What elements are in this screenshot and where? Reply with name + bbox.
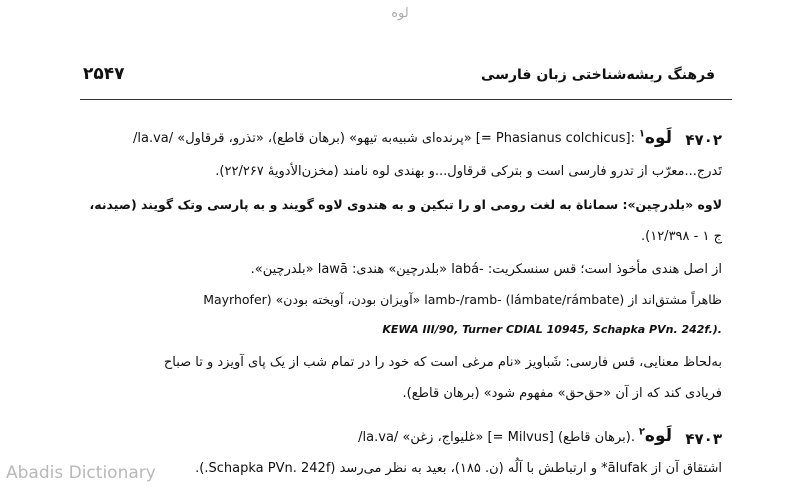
entry-line: لاوه «بلدرچین»: سماناة به لغت رومی او را تبکین و به هندوی لاوه گویند و به پارسی وتک گویند (صیدنه، (89, 197, 722, 212)
entry-line: اشتقاق آن از ālufak* و ارتباطش با آلُه (ن. ۱۸۵)، بعید به نظر می‌رسد (Schapka PVn. 242f.). (195, 461, 722, 476)
entry-number: ۴۷۰۲ (685, 131, 722, 149)
entry-number: ۴۷۰۳ (685, 430, 722, 448)
entry-line: تَدرج...معرّب از تدرو فارسی است و بترکی قرقاول...و بهندی لوه نامند (مخزن‌الأدویهٔ ۲۲/۲۶۷). (215, 164, 722, 179)
entry-line: فریادی کند که از آن «حق‌حق» مفهوم شود» (برهان قاطع). (402, 386, 722, 401)
entry-line: /la.va/ «پرنده‌ای شبیه‌به تیهو» (برهان قاطع)، «تذرو، قرقاول» [= Phasianus colchicus]: (132, 131, 635, 146)
headword-superscript: ۱ (638, 128, 645, 140)
headword-text: لَوه (644, 426, 672, 446)
entry-line: به‌لحاظ معنایی، قس فارسی: شَباویز «نام مرغی است که خود را در تمام شب از یک پای آویزد و تا صباح (163, 355, 722, 370)
entry-line: /la.va/ «غلیواج، زغن» [= Milvus] (برهان قاطع). (358, 430, 635, 445)
entry-headword (639, 426, 672, 446)
entry-line: از اصل هندی مأخوذ است؛ قس سنسکریت: -labá «بلدرچین» هندی: lawā «بلدرچین». (250, 262, 722, 277)
header-rule (80, 99, 732, 100)
top-word: لوه (391, 6, 409, 21)
page-number: ۲۵۴۷ (83, 64, 125, 84)
entry-line: KEWA III/90, Turner CDIAL 10945, Schapka PVn. 242f.). (382, 323, 722, 336)
entry-line: ظاهراً مشتق‌اند از lamb-/ramb- (lámbate/rámbate) «آویزان بودن، آویخته بودن» (Mayrhofer (203, 292, 722, 307)
book-title: فرهنگ ریشه‌شناختی زبان فارسی (481, 67, 715, 83)
entry-line: ج ۱ - ۱۲/۳۹۸). (641, 229, 722, 244)
watermark: Abadis Dictionary (6, 463, 156, 483)
headword-superscript: ۲ (638, 426, 645, 438)
headword-text: لَوه (644, 128, 672, 148)
entry-headword (639, 128, 672, 148)
